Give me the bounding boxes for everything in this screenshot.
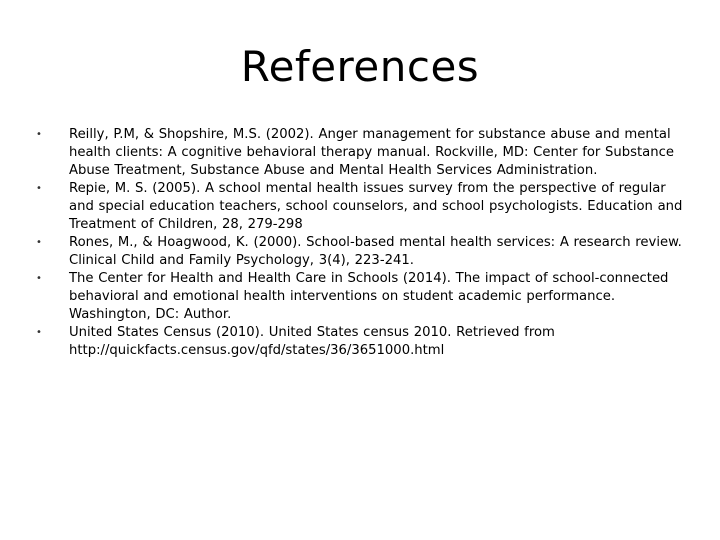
reference-text: Rones, M., & Hoagwood, K. (2000). School-based mental health services: A research review. Clinical Child and Family Psychology, 3(4), 223-241. [69,235,682,268]
bullet-icon: • [36,273,42,284]
reference-item [36,270,686,324]
reference-item [36,324,686,360]
reference-text: United States Census (2010). United States census 2010. Retrieved from http://quickfacts.census.gov/qfd/states/36/3651000.html [69,325,555,358]
bullet-icon: • [36,237,42,248]
reference-item [36,234,686,270]
bullet-icon: • [36,327,42,338]
reference-item [36,126,686,180]
reference-item [36,180,686,234]
bullet-icon: • [36,183,42,194]
reference-text: The Center for Health and Health Care in Schools (2014). The impact of school-connected behavioral and emotional health interventions on student academic performance. Washington, DC: Author. [69,271,669,322]
bullet-icon: • [36,129,42,140]
slide-title: References [240,42,480,91]
references-list [36,126,686,360]
reference-text: Reilly, P.M, & Shopshire, M.S. (2002). Anger management for substance abuse and mental health clients: A cognitive behavioral therapy manual. Rockville, MD: Center for Substance Abuse Treatment, Substance Abuse and Mental Health Services Administration. [69,127,674,178]
reference-text: Repie, M. S. (2005). A school mental health issues survey from the perspective of regular and special education teachers, school counselors, and school psychologists. Education and Treatment of Children, 28, 279-298 [69,181,683,232]
